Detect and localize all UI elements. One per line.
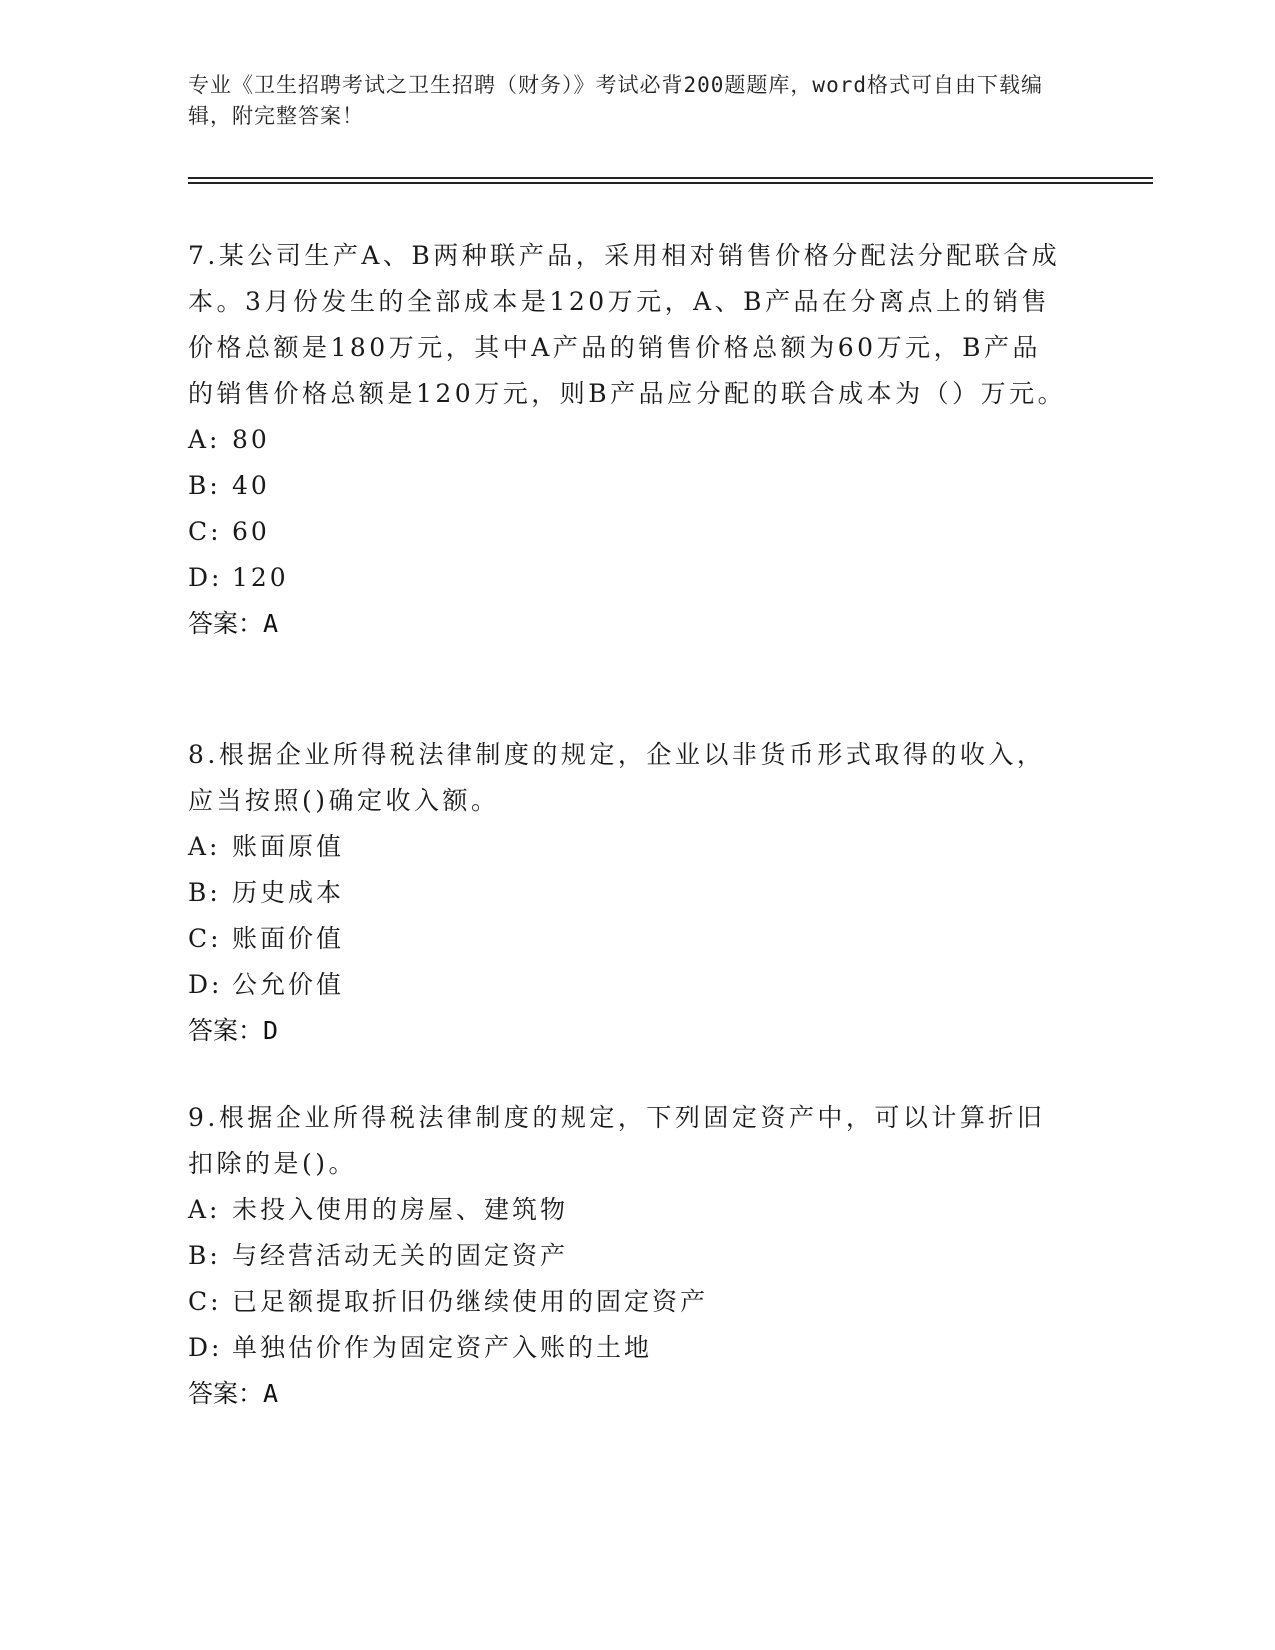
option-key: C: (188, 924, 222, 953)
option-text: 未投入使用的房屋、建筑物 (232, 1195, 569, 1224)
option-key: D: (188, 563, 223, 592)
question-7 (188, 233, 1068, 647)
option-text: 单独估价作为固定资产入账的土地 (232, 1333, 653, 1362)
option-text: 120 (232, 563, 289, 592)
option-text: 与经营活动无关的固定资产 (232, 1241, 569, 1270)
option-b (188, 463, 1068, 509)
option-c (188, 509, 1068, 555)
answer-label: 答案：A (188, 609, 279, 638)
option-key: D: (188, 1333, 223, 1362)
option-text: 账面价值 (232, 924, 345, 953)
option-list (188, 1187, 1068, 1371)
question-stem: 7.某公司生产A、B两种联产品，采用相对销售价格分配法分配联合成本。3月份发生的全部成本是120万元，A、B产品在分离点上的销售价格总额是180万元，其中A产品的销售价格总额为60万元，B产品的销售价格总额是120万元，则B产品应分配的联合成本为（）万元。 (188, 241, 1067, 408)
option-text: 历史成本 (232, 878, 345, 907)
option-text: 账面原值 (232, 832, 345, 861)
option-d (188, 555, 1068, 601)
option-key: B: (188, 878, 221, 907)
option-key: B: (188, 1241, 221, 1270)
option-b (188, 1233, 1068, 1279)
answer-label: 答案：A (188, 1379, 279, 1408)
option-c (188, 1279, 1068, 1325)
question-stem: 9.根据企业所得税法律制度的规定，下列固定资产中，可以计算折旧扣除的是()。 (188, 1103, 1046, 1178)
option-d (188, 1325, 1068, 1371)
option-list (188, 417, 1068, 601)
option-d (188, 962, 1068, 1008)
answer-label: 答案：D (188, 1016, 279, 1045)
option-key: C: (188, 1287, 222, 1316)
question-8 (188, 732, 1068, 1054)
option-key: A: (188, 832, 221, 861)
document-header: 专业《卫生招聘考试之卫生招聘（财务）》考试必背200题题库，word格式可自由下载编辑，附完整答案！ (188, 73, 1043, 128)
option-text: 60 (232, 517, 270, 546)
option-a (188, 824, 1068, 870)
header-divider-top (188, 177, 1153, 179)
option-list (188, 824, 1068, 1008)
option-b (188, 870, 1068, 916)
question-stem: 8.根据企业所得税法律制度的规定，企业以非货币形式取得的收入，应当按照()确定收入额。 (188, 740, 1046, 815)
option-key: C: (188, 517, 222, 546)
header-divider-bottom (188, 182, 1153, 184)
option-key: A: (188, 425, 221, 454)
option-key: A: (188, 1195, 221, 1224)
option-a (188, 1187, 1068, 1233)
option-a (188, 417, 1068, 463)
option-text: 公允价值 (232, 970, 345, 999)
option-text: 80 (232, 425, 270, 454)
question-9 (188, 1095, 1068, 1417)
option-c (188, 916, 1068, 962)
option-key: B: (188, 471, 221, 500)
option-text: 已足额提取折旧仍继续使用的固定资产 (232, 1287, 709, 1316)
option-key: D: (188, 970, 223, 999)
option-text: 40 (232, 471, 270, 500)
